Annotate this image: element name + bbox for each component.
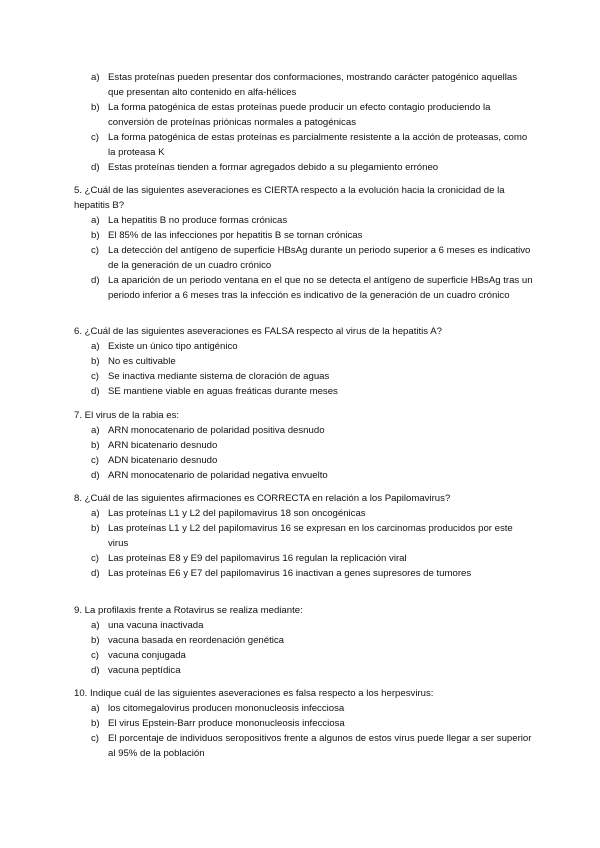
option-b: b) El virus Epstein-Barr produce mononucleosis infecciosa bbox=[91, 718, 345, 729]
option-d: d) ARN monocatenario de polaridad negativa envuelto bbox=[91, 470, 328, 481]
question-9 bbox=[74, 603, 534, 678]
question-prion-continued bbox=[74, 70, 534, 175]
options-list bbox=[74, 213, 534, 303]
option-a: a) Estas proteínas pueden presentar dos conformaciones, mostrando carácter patogénico aquellas que presentan alto contenido en alfa-hélices bbox=[91, 72, 518, 98]
option-a: a) una vacuna inactivada bbox=[91, 620, 204, 631]
option-d: d) Las proteínas E6 y E7 del papilomavirus 16 inactivan a genes supresores de tumores bbox=[91, 568, 472, 579]
option-c: c) El porcentaje de individuos seropositivos frente a algunos de estos virus puede llegar a ser superior al 95% de la población bbox=[91, 733, 532, 759]
option-d: d) La aparición de un periodo ventana en el que no se detecta el antígeno de superficie HBsAg tras un periodo inferior a 6 meses tras la infección es indicativo de la generación de un cuadro crónico bbox=[91, 275, 533, 301]
options-list bbox=[74, 506, 534, 581]
option-b: b) No es cultivable bbox=[91, 356, 176, 367]
option-a: a) los citomegalovirus producen mononucleosis infecciosa bbox=[91, 703, 345, 714]
options-list bbox=[74, 423, 534, 483]
option-c: c) La forma patogénica de estas proteínas es parcialmente resistente a la acción de proteasas, como la proteasa K bbox=[91, 132, 528, 158]
option-c: c) La detección del antígeno de superficie HBsAg durante un periodo superior a 6 meses es indicativo de la generación de un cuadro crónico bbox=[91, 245, 531, 271]
question-stem: 6. ¿Cuál de las siguientes aseveraciones es FALSA respecto al virus de la hepatitis A? bbox=[74, 326, 442, 337]
question-10 bbox=[74, 686, 534, 761]
option-b: b) El 85% de las infecciones por hepatitis B se tornan crónicas bbox=[91, 230, 363, 241]
question-stem: 9. La profilaxis frente a Rotavirus se realiza mediante: bbox=[74, 605, 303, 616]
option-b: b) La forma patogénica de estas proteínas puede producir un efecto contagio produciendo la conversión de proteínas priónicas normales a patogénicas bbox=[91, 102, 491, 128]
option-c: c) Las proteínas E8 y E9 del papilomavirus 16 regulan la replicación viral bbox=[91, 553, 407, 564]
options-list bbox=[74, 70, 534, 175]
question-7 bbox=[74, 408, 534, 483]
options-list bbox=[74, 618, 534, 678]
option-a: a) Las proteínas L1 y L2 del papilomavirus 18 son oncogénicas bbox=[91, 508, 366, 519]
options-list bbox=[74, 701, 534, 761]
option-d: d) Estas proteínas tienden a formar agregados debido a su plegamiento erróneo bbox=[91, 162, 439, 173]
question-stem: 10. Indique cuál de las siguientes aseveraciones es falsa respecto a los herpesvirus: bbox=[74, 688, 434, 699]
option-c: c) vacuna conjugada bbox=[91, 650, 186, 661]
options-list bbox=[74, 339, 534, 399]
question-stem: 8. ¿Cuál de las siguientes afirmaciones es CORRECTA en relación a los Papilomavirus? bbox=[74, 493, 451, 504]
option-a: a) La hepatitis B no produce formas crónicas bbox=[91, 215, 288, 226]
question-8 bbox=[74, 491, 534, 581]
option-a: a) Existe un único tipo antigénico bbox=[91, 341, 238, 352]
question-5 bbox=[74, 183, 534, 303]
option-a: a) ARN monocatenario de polaridad positiva desnudo bbox=[91, 425, 325, 436]
question-stem: 5. ¿Cuál de las siguientes aseveraciones es CIERTA respecto a la evolución hacia la cronicidad de la hepatitis B? bbox=[74, 185, 505, 211]
option-b: b) vacuna basada en reordenación genética bbox=[91, 635, 285, 646]
option-d: d) SE mantiene viable en aguas freáticas durante meses bbox=[91, 386, 338, 397]
option-c: c) Se inactiva mediante sistema de cloración de aguas bbox=[91, 371, 330, 382]
question-stem: 7. El virus de la rabia es: bbox=[74, 410, 180, 421]
option-d: d) vacuna peptídica bbox=[91, 665, 181, 676]
option-b: b) Las proteínas L1 y L2 del papilomavirus 16 se expresan en los carcinomas producidos por este virus bbox=[91, 523, 513, 549]
option-c: c) ADN bicatenario desnudo bbox=[91, 455, 218, 466]
option-b: b) ARN bicatenario desnudo bbox=[91, 440, 218, 451]
question-6 bbox=[74, 324, 534, 399]
